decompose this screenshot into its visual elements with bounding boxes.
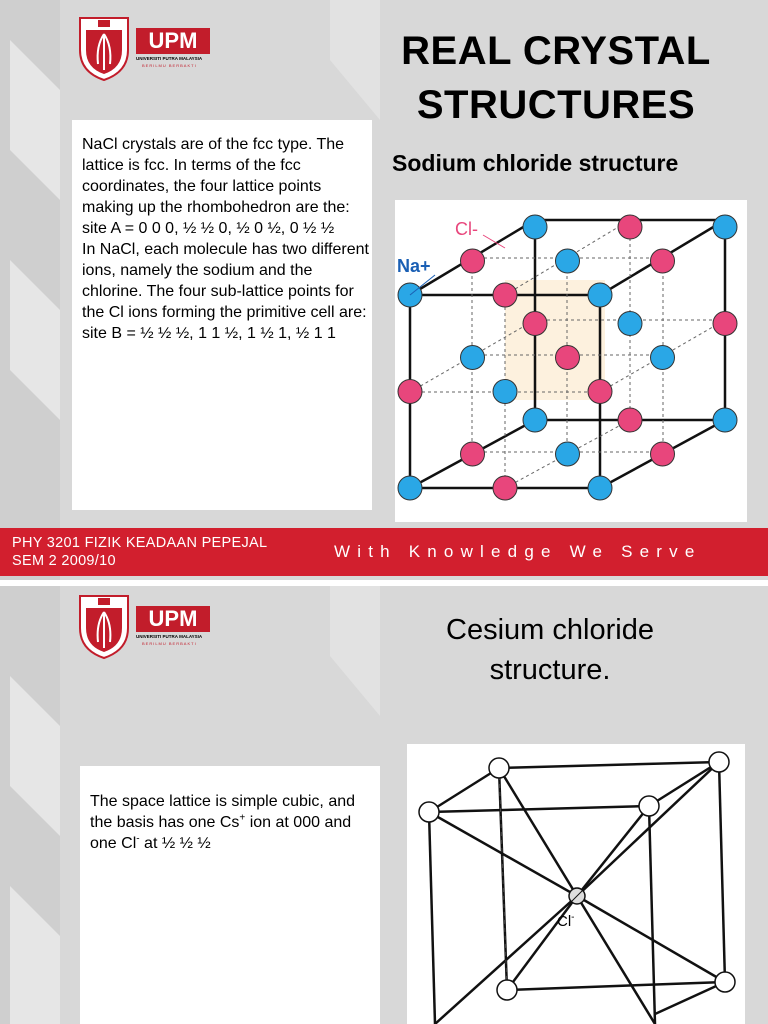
na-ion: [588, 476, 612, 500]
na-ion: [398, 476, 422, 500]
paragraph-3: In NaCl, each molecule has two different ions, namely the sodium and the chlorine. The four sub-lattice points for the Cl ions forming the primitive cell are:: [82, 241, 369, 321]
title-line-1: REAL CRYSTAL: [401, 29, 711, 73]
slide-cesium-chloride: [0, 586, 768, 1024]
body-text: [82, 134, 372, 344]
cl-ion: [461, 249, 485, 273]
cl-center-label-main: Cl: [557, 913, 572, 930]
slide-title: [376, 24, 736, 132]
na-ion: [713, 408, 737, 432]
cl-ion-charge: -: [136, 833, 140, 845]
cl-ion: [651, 442, 675, 466]
paragraph-2: site A = 0 0 0, ½ ½ 0, ½ 0 ½, 0 ½ ½: [82, 220, 335, 237]
na-ion: [588, 283, 612, 307]
cscl-lattice-figure: [407, 744, 745, 1024]
logo-tagline: BERILMU BERBAKTI: [142, 63, 197, 68]
cl-ion: [461, 442, 485, 466]
course-info: [12, 534, 267, 570]
na-ion: [523, 215, 547, 239]
cl-ion: [618, 408, 642, 432]
logo-tagline-2: BERILMU BERBAKTI: [142, 641, 197, 646]
paragraph-1: NaCl crystals are of the fcc type. The lattice is fcc. In terms of the fcc coordinates, the four lattice points making up the rhombohedron are the:: [82, 136, 350, 216]
title2-line-1: Cesium chloride: [446, 614, 654, 646]
paragraph-4: site B = ½ ½ ½, 1 1 ½, 1 ½ 1, ½ 1 1: [82, 325, 336, 342]
cl-ion: [493, 283, 517, 307]
na-ion: [461, 346, 485, 370]
na-ion: [556, 249, 580, 273]
cs-ion-corner: [715, 972, 735, 992]
cs-ion-corner: [709, 752, 729, 772]
cs-ion-corner: [489, 758, 509, 778]
cscl-lattice-diagram: [407, 744, 745, 1024]
cs-ion-corner: [497, 980, 517, 1000]
logo-caption-2: UNIVERSITI PUTRA MALAYSIA: [136, 634, 203, 639]
na-ion: [556, 442, 580, 466]
nacl-lattice-diagram: [395, 200, 747, 522]
na-ion: [523, 408, 547, 432]
body2-part-1: The space lattice is simple cubic, and the basis has one Cs: [90, 793, 356, 831]
upm-logo: [76, 14, 216, 89]
cs-ion-corner: [639, 796, 659, 816]
logo-wordmark: UPM: [136, 28, 210, 54]
title2-line-2: structure.: [489, 654, 611, 686]
na-ion: [651, 346, 675, 370]
upm-logo-2: [76, 592, 216, 667]
cl-ion: [618, 215, 642, 239]
cl-center-label: [557, 912, 575, 930]
body2-part-2: ion at 000 and one Cl: [90, 814, 352, 852]
cl-ion: [523, 312, 547, 336]
na-ion: [713, 215, 737, 239]
body-text-2: [90, 791, 380, 854]
logo-caption: UNIVERSITI PUTRA MALAYSIA: [136, 56, 203, 61]
na-ion: [493, 380, 517, 404]
course-line-2: SEM 2 2009/10: [12, 553, 116, 569]
cl-center-label-sup: -: [571, 912, 575, 923]
slide-title-2: [400, 610, 700, 690]
university-motto: With Knowledge We Serve: [334, 542, 702, 561]
nacl-lattice-figure: [395, 200, 747, 522]
slide-subtitle: Sodium chloride structure: [392, 150, 679, 176]
logo-wordmark-2: UPM: [136, 606, 210, 632]
title-line-2: STRUCTURES: [416, 83, 696, 127]
cs-ion-corner: [419, 802, 439, 822]
slide-footer: [0, 528, 768, 576]
cl-ion: [556, 346, 580, 370]
cs-ion-charge: +: [239, 812, 246, 824]
cl-ion: [651, 249, 675, 273]
na-ion-label: Na+: [397, 256, 431, 276]
body2-part-3: at ½ ½ ½: [139, 835, 211, 852]
cl-ion: [713, 312, 737, 336]
cl-ion: [493, 476, 517, 500]
cl-ion: [588, 380, 612, 404]
cl-ion: [398, 380, 422, 404]
course-line-1: PHY 3201 FIZIK KEADAAN PEPEJAL: [12, 535, 268, 551]
na-ion: [618, 312, 642, 336]
cl-ion-label: Cl-: [455, 219, 478, 239]
